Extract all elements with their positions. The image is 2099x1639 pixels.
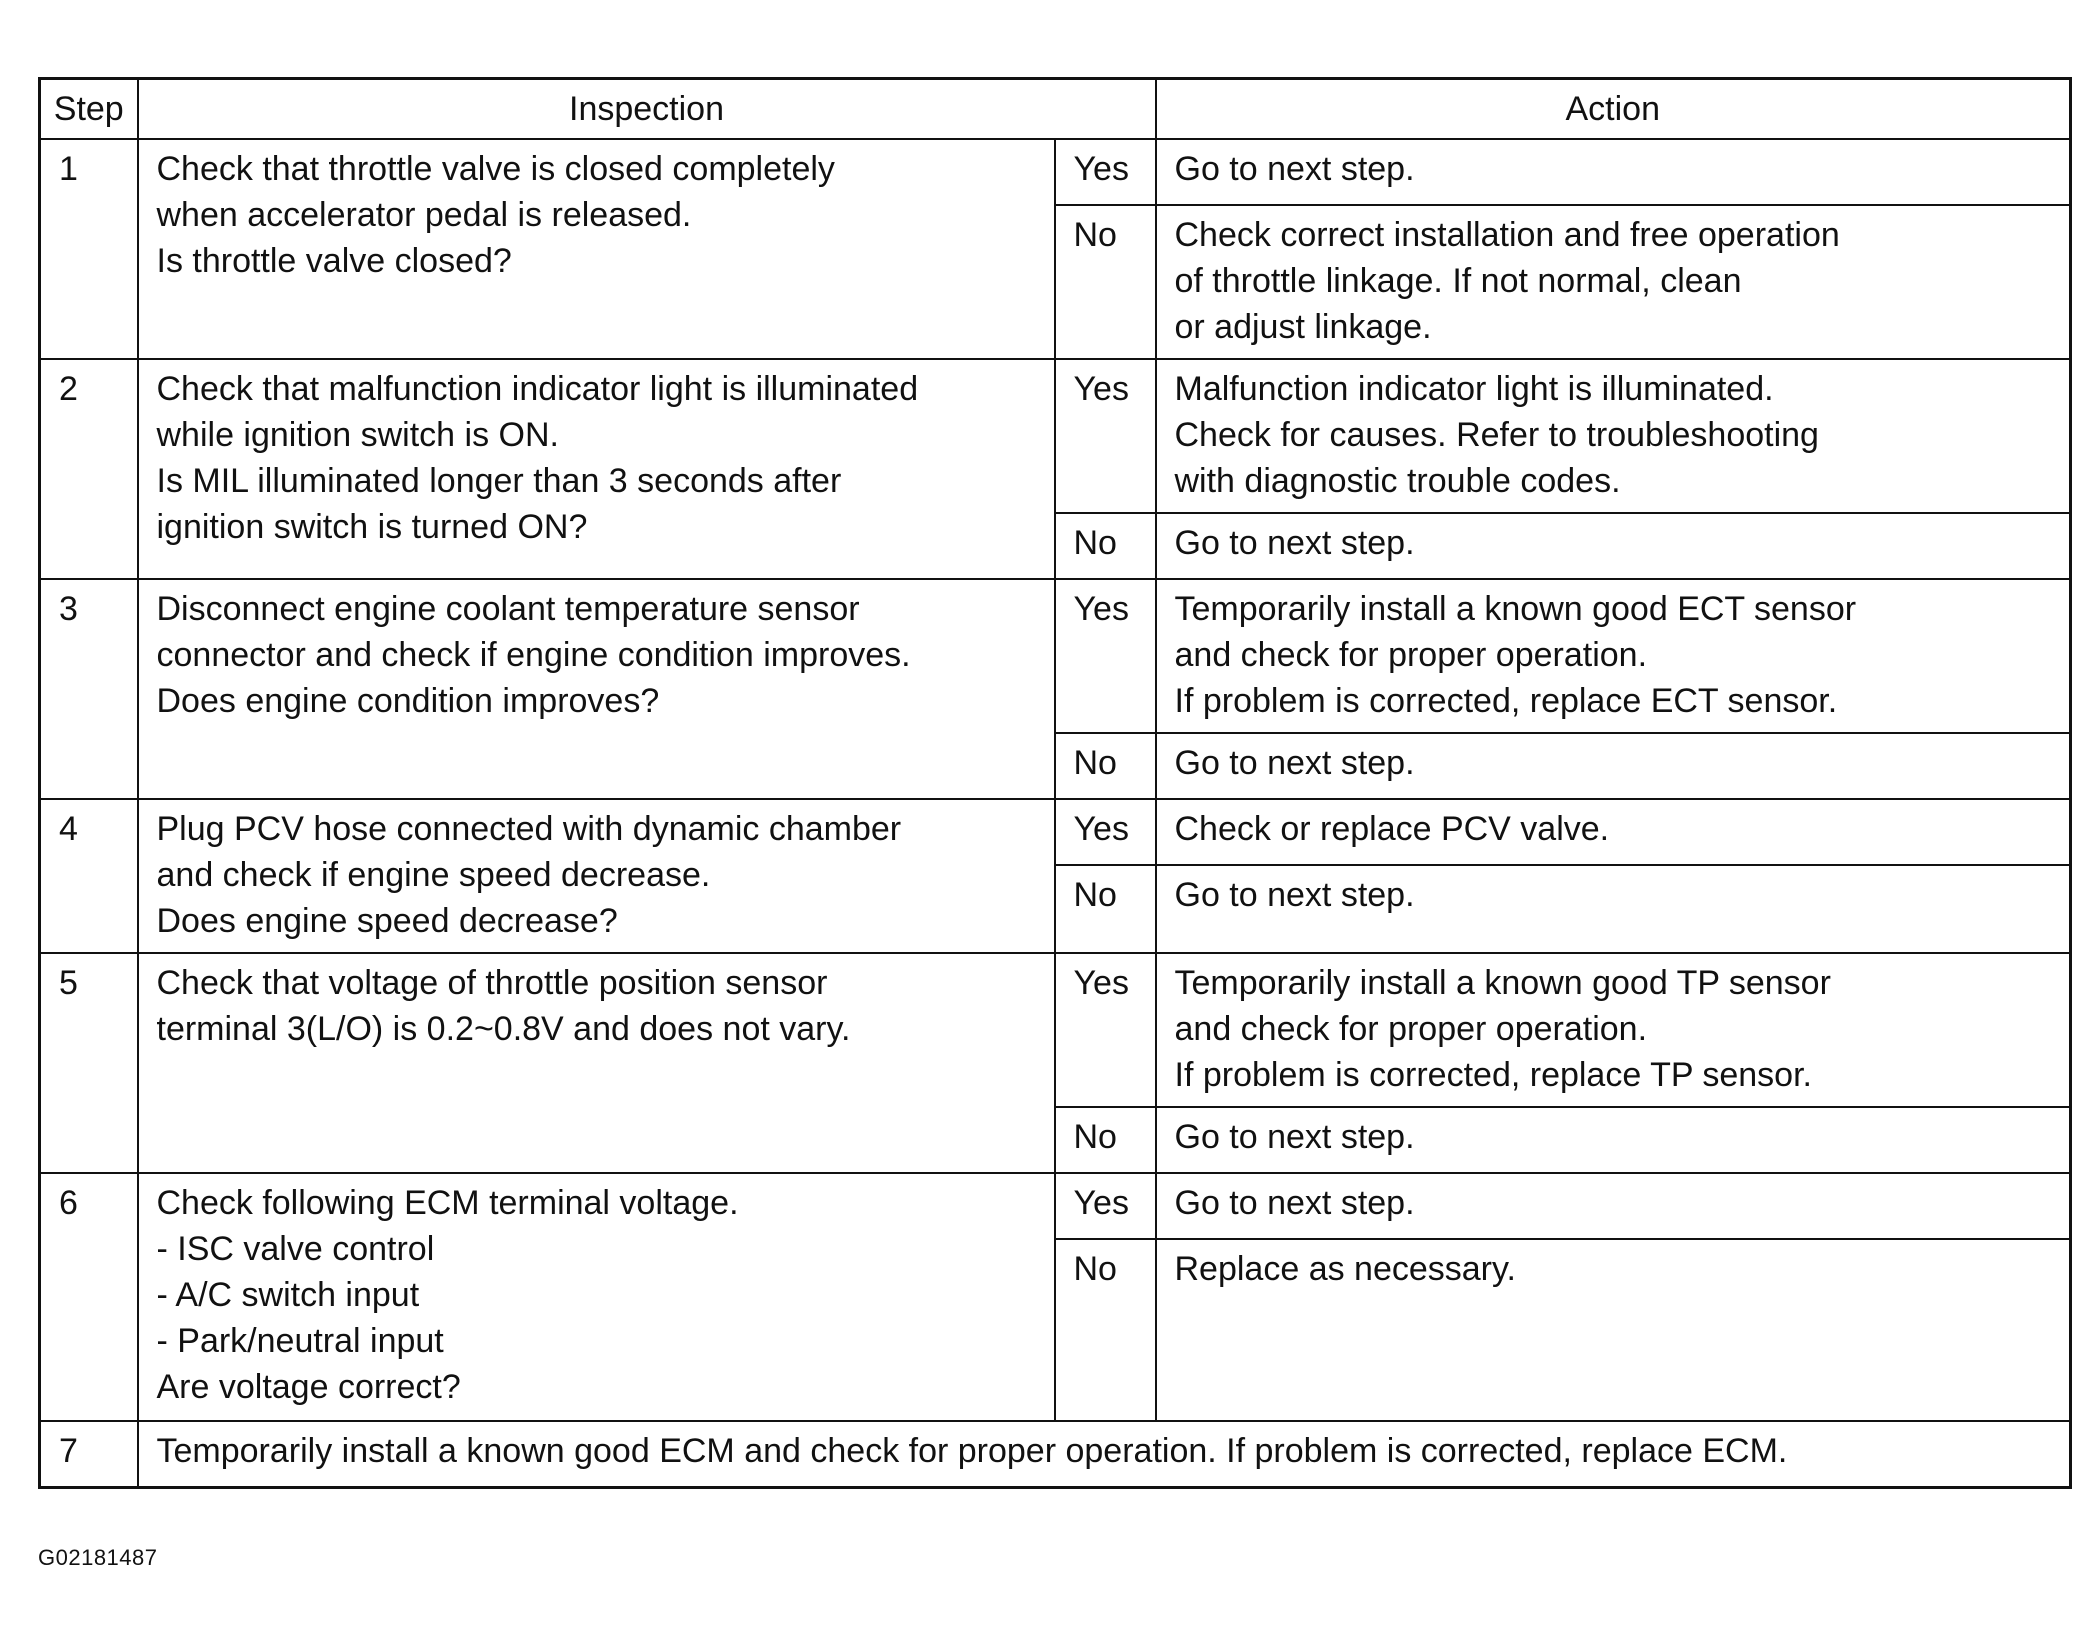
yes-action: Temporarily install a known good ECT sensor and check for proper operation. If problem is corrected, replace ECT sensor. (1156, 579, 2071, 733)
inspection-text: Check that malfunction indicator light is illuminated while ignition switch is ON. Is MIL illuminated longer than 3 seconds after ignition switch is turned ON? (138, 359, 1055, 579)
table-row (40, 359, 2071, 513)
yes-label: Yes (1055, 953, 1156, 1107)
no-action: Replace as necessary. (1156, 1239, 2071, 1421)
inspection-text: Plug PCV hose connected with dynamic chamber and check if engine speed decrease. Does engine speed decrease? (138, 799, 1055, 953)
no-label: No (1055, 865, 1156, 953)
yes-action: Malfunction indicator light is illuminated. Check for causes. Refer to troubleshooting with diagnostic trouble codes. (1156, 359, 2071, 513)
troubleshooting-table (38, 77, 2072, 1489)
inspection-text: Check following ECM terminal voltage. - ISC valve control - A/C switch input - Park/neutral input Are voltage correct? (138, 1173, 1055, 1421)
no-action: Check correct installation and free operation of throttle linkage. If not normal, clean or adjust linkage. (1156, 205, 2071, 359)
step-number: 6 (40, 1173, 138, 1421)
table-row (40, 1173, 2071, 1239)
step-number: 1 (40, 139, 138, 359)
yes-label: Yes (1055, 139, 1156, 205)
table-row (40, 953, 2071, 1107)
no-action: Go to next step. (1156, 733, 2071, 799)
yes-action: Check or replace PCV valve. (1156, 799, 2071, 865)
no-action: Go to next step. (1156, 513, 2071, 579)
step-number: 5 (40, 953, 138, 1173)
header-inspection: Inspection (138, 79, 1156, 140)
yes-label: Yes (1055, 1173, 1156, 1239)
header-action: Action (1156, 79, 2071, 140)
step-number: 2 (40, 359, 138, 579)
no-action: Go to next step. (1156, 1107, 2071, 1173)
step-number: 7 (40, 1421, 138, 1488)
yes-label: Yes (1055, 359, 1156, 513)
yes-label: Yes (1055, 579, 1156, 733)
no-label: No (1055, 205, 1156, 359)
step-number: 3 (40, 579, 138, 799)
no-label: No (1055, 733, 1156, 799)
yes-label: Yes (1055, 799, 1156, 865)
no-label: No (1055, 1107, 1156, 1173)
yes-action: Go to next step. (1156, 1173, 2071, 1239)
table-row (40, 139, 2071, 205)
step-number: 4 (40, 799, 138, 953)
no-label: No (1055, 1239, 1156, 1421)
inspection-text: Check that voltage of throttle position sensor terminal 3(L/O) is 0.2~0.8V and does not vary. (138, 953, 1055, 1173)
step-7-text: Temporarily install a known good ECM and check for proper operation. If problem is corrected, replace ECM. (138, 1421, 2071, 1488)
table-row (40, 579, 2071, 733)
table-row (40, 799, 2071, 865)
inspection-text: Disconnect engine coolant temperature sensor connector and check if engine condition improves. Does engine condition improves? (138, 579, 1055, 799)
header-row (40, 79, 2071, 140)
figure-id: G02181487 (38, 1545, 158, 1570)
yes-action: Go to next step. (1156, 139, 2071, 205)
header-step: Step (40, 79, 138, 140)
no-action: Go to next step. (1156, 865, 2071, 953)
yes-action: Temporarily install a known good TP sensor and check for proper operation. If problem is corrected, replace TP sensor. (1156, 953, 2071, 1107)
no-label: No (1055, 513, 1156, 579)
inspection-text: Check that throttle valve is closed completely when accelerator pedal is released. Is throttle valve closed? (138, 139, 1055, 359)
table-row (40, 1421, 2071, 1488)
